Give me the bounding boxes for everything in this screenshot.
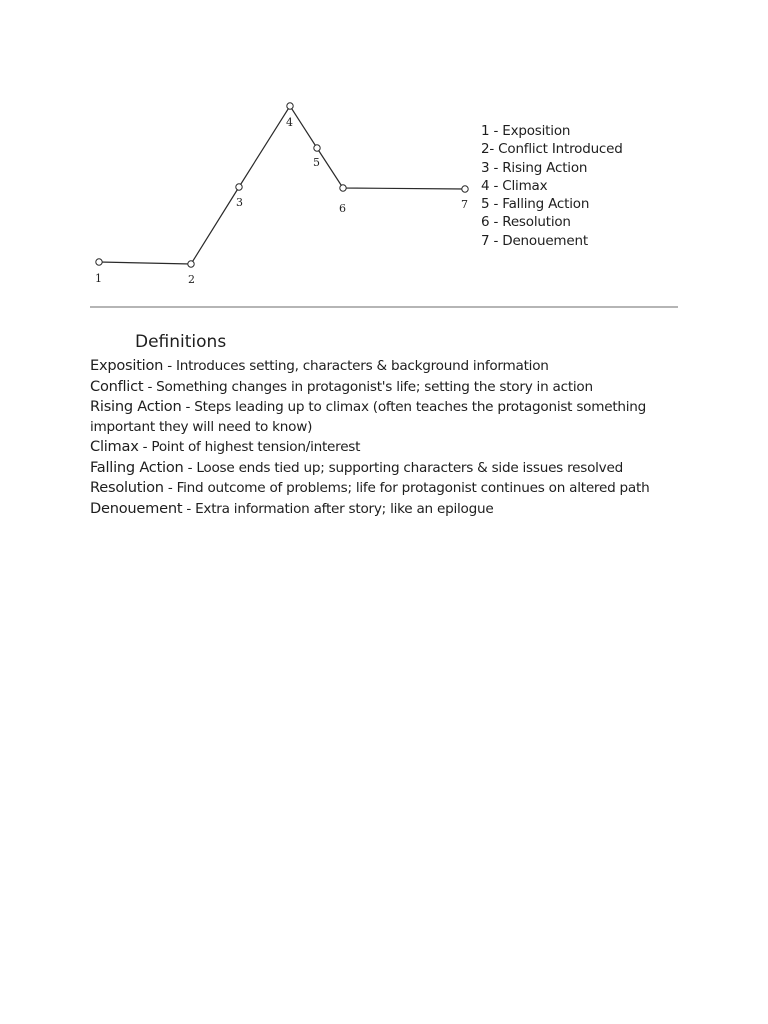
legend-item: 2- Conflict Introduced — [481, 141, 623, 158]
definition-text: - Extra information after story; like an epilogue — [182, 500, 494, 517]
plot-legend — [481, 122, 623, 250]
plot-point-label-4: 4 — [286, 116, 293, 129]
plot-point-label-3: 3 — [236, 196, 243, 209]
plot-point-label-7: 7 — [461, 198, 468, 211]
definition-term: Resolution — [90, 479, 164, 496]
definition-term: Rising Action — [90, 398, 182, 415]
legend-item: 1 - Exposition — [481, 123, 571, 139]
definition-term: Falling Action — [90, 458, 184, 476]
definition-item — [90, 437, 680, 458]
definition-item — [90, 478, 680, 499]
definition-text: - Find outcome of problems; life for protagonist continues on altered path — [163, 480, 650, 496]
definition-term: Exposition — [90, 357, 164, 374]
definition-item — [90, 458, 680, 479]
legend-item: 4 - Climax — [481, 177, 548, 194]
definition-term: Conflict — [90, 377, 144, 395]
plot-point-1 — [96, 259, 102, 265]
plot-point-7 — [462, 186, 468, 192]
plot-point-label-2: 2 — [188, 273, 195, 286]
definition-text: - Steps leading up to climax (often teaches the protagonist something important they will need to know) — [90, 399, 647, 435]
plot-line — [99, 106, 465, 264]
legend-item: 3 - Rising Action — [481, 159, 588, 176]
legend-item: 5 - Falling Action — [481, 196, 590, 213]
definition-text: - Something changes in protagonist's life; setting the story in action — [143, 378, 593, 395]
definition-term: Denouement — [90, 499, 183, 517]
definition-text: - Loose ends tied up; supporting characters & side issues resolved — [183, 459, 623, 476]
definition-text: - Point of highest tension/interest — [138, 439, 361, 455]
definitions-list — [90, 356, 680, 519]
plot-point-4 — [287, 103, 293, 109]
definition-item — [90, 499, 680, 520]
legend-item: 6 - Resolution — [481, 214, 571, 231]
definition-item — [90, 377, 680, 398]
plot-point-3 — [236, 184, 242, 190]
definition-term: Climax — [90, 438, 139, 455]
definition-item — [90, 356, 680, 377]
plot-point-6 — [340, 185, 346, 191]
section-divider — [90, 306, 678, 308]
plot-point-label-1: 1 — [95, 272, 102, 285]
definition-item — [90, 397, 680, 437]
plot-diagram — [0, 0, 768, 300]
plot-point-label-6: 6 — [339, 202, 346, 215]
definitions-heading: Definitions — [135, 332, 227, 352]
plot-point-label-5: 5 — [313, 156, 320, 169]
plot-point-2 — [188, 261, 194, 267]
definition-text: - Introduces setting, characters & background information — [163, 358, 549, 374]
plot-point-5 — [314, 145, 320, 151]
legend-item: 7 - Denouement — [481, 232, 588, 249]
